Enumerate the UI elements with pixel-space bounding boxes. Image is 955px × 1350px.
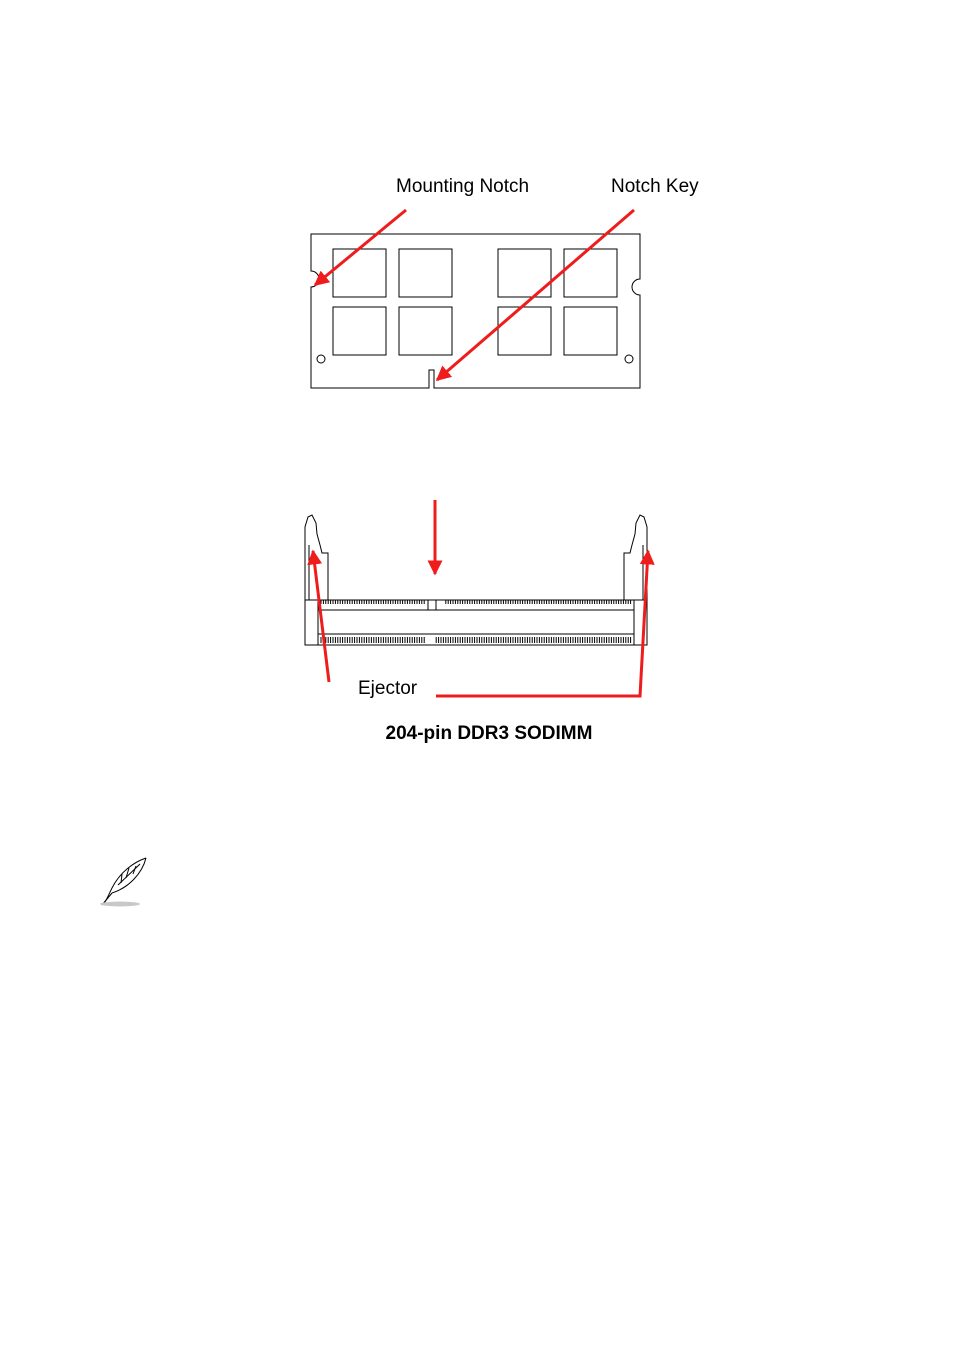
socket-pins-bottom	[321, 637, 631, 643]
sodimm-slot	[305, 515, 647, 645]
left-ejector-arrow	[313, 551, 329, 682]
sodimm-module	[311, 234, 640, 388]
memory-chip	[333, 307, 386, 355]
mounting-notch-arrow	[315, 210, 406, 285]
mounting-hole	[625, 355, 633, 363]
memory-chip	[399, 249, 452, 297]
mounting-notch-label: Mounting Notch	[396, 176, 530, 197]
right-ejector-arrow	[436, 551, 648, 696]
socket-pins-top	[321, 600, 631, 604]
feather-quill-icon	[100, 858, 146, 907]
memory-chip	[333, 249, 386, 297]
module-outline	[311, 234, 640, 388]
figure-caption: 204-pin DDR3 SODIMM	[385, 723, 593, 744]
right-ejector-latch	[624, 515, 647, 600]
ejector-label: Ejector	[358, 678, 418, 699]
memory-chip	[498, 307, 551, 355]
socket-body	[305, 600, 647, 645]
mounting-hole	[317, 355, 325, 363]
memory-chip	[564, 249, 617, 297]
socket-key	[428, 600, 436, 610]
memory-chip	[399, 307, 452, 355]
notch-key-label: Notch Key	[611, 176, 699, 197]
memory-chip	[564, 307, 617, 355]
